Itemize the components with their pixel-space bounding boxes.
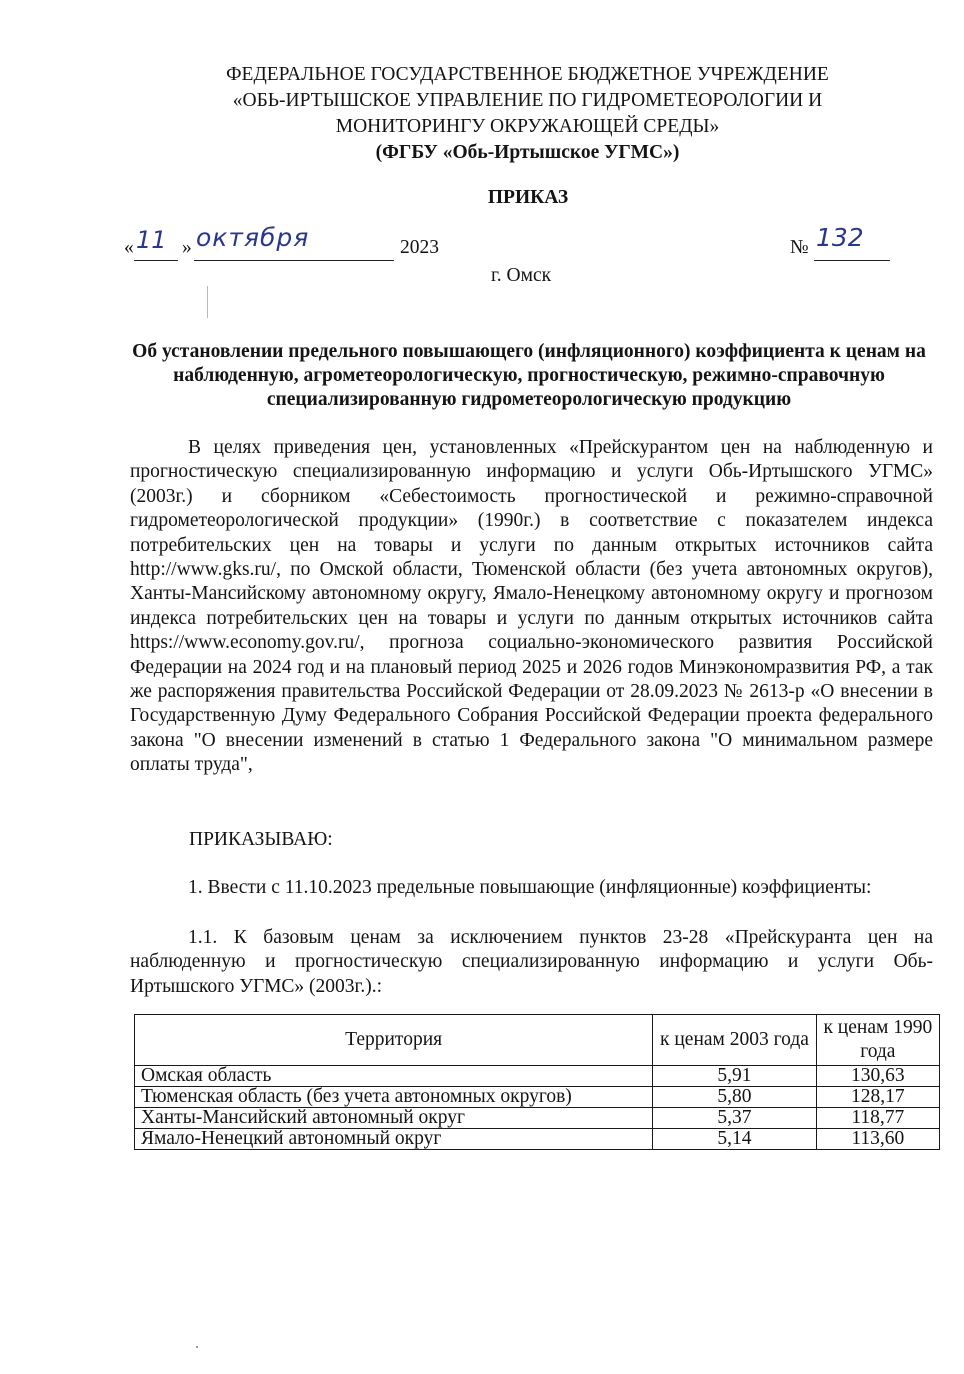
date-month-underline <box>194 260 394 261</box>
coef-2003-cell: 5,37 <box>653 1108 816 1129</box>
date-quote-close: » <box>182 237 192 258</box>
date-year: 2023 <box>400 237 439 258</box>
order-date <box>124 223 444 264</box>
number-sign: № <box>790 237 809 258</box>
territory-cell: Омская область <box>135 1066 653 1087</box>
org-name-line-2: «ОБЬ-ИРТЫШСКОЕ УПРАВЛЕНИЕ ПО ГИДРОМЕТЕОРОЛОГИИ И <box>232 90 823 111</box>
preamble-paragraph: В целях приведения цен, установленных «Прейскурантом цен на наблюденную и прогностическую специализированную информацию и услуги Обь-Иртышского УГМС» (2003г.) и сборником «Себестоимость прогностической и режимно-справочной гидрометеорологической продукции» (1990г.) в соответствие с показателем индекса потребительских цен на товары и услуги по данным открытых источников сайта http://www.gks.ru/, по Омской области, Тюменской области (без учета автономных округов), Ханты-Мансийскому автономному округу, Ямало-Ненецкому автономному округу и прогнозом индекса потребительских цен на товары и услуги по данным открытых источников сайта https://www.economy.gov.ru/, прогноза социально-экономического развития Российской Федерации на 2024 год и на плановый период 2025 и 2026 годов Минэкономразвития РФ, а так же распоряжения правительства Российской Федерации от 28.09.2023 № 2613-р «О внесении в Государственную Думу Федерального Собрания Российской Федерации проекта федерального закона "О внесении изменений в статью 1 Федерального закона "О минимальном размере оплаты труда", <box>130 437 933 776</box>
date-day-handwritten: 11 <box>136 226 167 254</box>
number-value-handwritten: 132 <box>816 223 864 252</box>
territory-cell: Ханты-Мансийский автономный округ <box>135 1108 653 1129</box>
item-1-1: 1.1. К базовым ценам за исключением пунктов 23-28 «Прейскуранта цен на наблюденную и прогностическую специализированную информацию и услуги Обь-Иртышского УГМС» (2003г.).: <box>130 927 933 997</box>
order-number <box>790 223 900 264</box>
coef-1990-cell: 130,63 <box>816 1066 939 1087</box>
number-underline <box>814 260 890 261</box>
org-name-line-1: ФЕДЕРАЛЬНОЕ ГОСУДАРСТВЕННОЕ БЮДЖЕТНОЕ УЧРЕЖДЕНИЕ <box>226 64 829 85</box>
item-1: 1. Ввести с 11.10.2023 предельные повышающие (инфляционные) коэффициенты: <box>188 877 872 898</box>
coef-1990-cell: 118,77 <box>816 1108 939 1129</box>
territory-cell: Ямало-Ненецкий автономный округ <box>135 1129 653 1150</box>
coef-2003-cell: 5,14 <box>653 1129 816 1150</box>
coefficients-table <box>134 1014 940 1150</box>
org-name-line-3: МОНИТОРИНГУ ОКРУЖАЮЩЕЙ СРЕДЫ» <box>335 116 720 137</box>
coef-1990-cell: 113,60 <box>816 1129 939 1150</box>
organization-header <box>120 62 935 166</box>
table-header-row <box>135 1015 940 1066</box>
header-2003: к ценам 2003 года <box>653 1015 816 1066</box>
order-subject: Об установлении предельного повышающего (инфляционного) коэффициента к ценам на наблюденную, агрометеорологическую, прогностическую, режимно-справочную специализированную гидрометеорологическую продукцию <box>132 341 926 410</box>
org-abbreviation: (ФГБУ «Обь-Иртышское УГМС») <box>375 142 680 163</box>
table-row <box>135 1129 940 1150</box>
date-day-underline <box>134 260 178 261</box>
table-row <box>135 1066 940 1087</box>
coef-2003-cell: 5,80 <box>653 1087 816 1108</box>
scan-dot <box>196 1346 198 1348</box>
order-directive: ПРИКАЗЫВАЮ: <box>189 829 333 850</box>
scan-mark <box>207 286 208 318</box>
coef-1990-cell: 128,17 <box>816 1087 939 1108</box>
coef-2003-cell: 5,91 <box>653 1066 816 1087</box>
territory-cell: Тюменская область (без учета автономных округов) <box>135 1087 653 1108</box>
document-type-title: ПРИКАЗ <box>487 187 569 208</box>
header-1990: к ценам 1990 года <box>816 1015 939 1066</box>
table-row <box>135 1108 940 1129</box>
header-territory: Территория <box>135 1015 653 1066</box>
city: г. Омск <box>491 265 552 286</box>
date-quote-open: « <box>124 237 134 258</box>
date-month-handwritten: октября <box>196 223 310 252</box>
table-row <box>135 1087 940 1108</box>
